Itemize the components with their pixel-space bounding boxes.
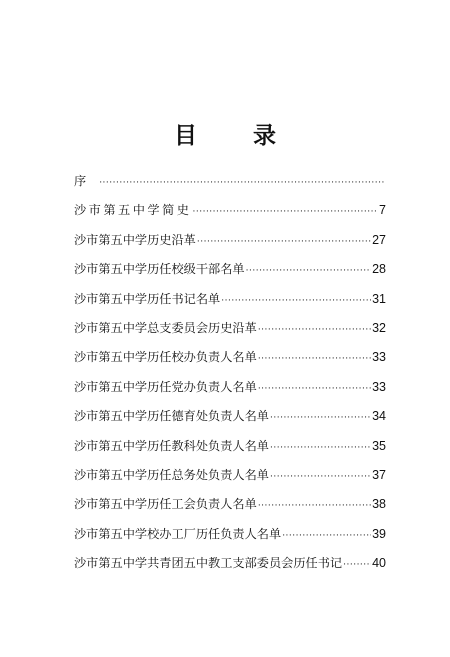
toc-entry-label: 沙市第五中学历任工会负责人名单 bbox=[74, 497, 257, 512]
toc-dot-leader bbox=[246, 260, 371, 282]
toc-page-number: 34 bbox=[372, 409, 386, 424]
toc-page-number: 37 bbox=[372, 467, 386, 482]
toc-entry[interactable] bbox=[74, 523, 386, 552]
toc-dot-leader bbox=[343, 554, 371, 576]
toc-page-number: 31 bbox=[372, 291, 386, 306]
toc-entry[interactable] bbox=[74, 435, 386, 464]
toc-entry-label: 沙市第五中学简史 bbox=[74, 203, 192, 218]
toc-dot-leader bbox=[193, 201, 379, 223]
toc-dot-leader bbox=[221, 290, 371, 312]
toc-entry-label: 沙市第五中学校办工厂历任负责人名单 bbox=[74, 526, 282, 541]
toc-dot-leader bbox=[258, 495, 371, 517]
toc-entry-preface[interactable] bbox=[74, 170, 386, 199]
toc-entry[interactable] bbox=[74, 493, 386, 522]
page-title: 目 录 bbox=[173, 123, 300, 149]
toc-entry-label: 序 bbox=[74, 174, 87, 188]
toc-entry[interactable] bbox=[74, 199, 386, 228]
toc-dot-leader bbox=[258, 378, 371, 400]
toc-dot-leader bbox=[197, 231, 371, 253]
toc-entry[interactable] bbox=[74, 376, 386, 405]
toc-entry[interactable] bbox=[74, 317, 386, 346]
toc-entry-label: 沙市第五中学历任德育处负责人名单 bbox=[74, 409, 269, 424]
toc-page-number: 33 bbox=[372, 379, 386, 394]
toc-page-number: 7 bbox=[379, 203, 386, 218]
toc-dot-leader bbox=[282, 525, 371, 547]
toc-page-number: 33 bbox=[372, 350, 386, 365]
toc-dot-leader bbox=[99, 172, 385, 194]
toc-entry-label: 沙市第五中学历任党办负责人名单 bbox=[74, 379, 257, 394]
toc-entry-label: 沙市第五中学历任校办负责人名单 bbox=[74, 350, 257, 365]
toc-entry-label: 沙市第五中学总支委员会历史沿革 bbox=[74, 320, 257, 335]
toc-page-number: 27 bbox=[372, 232, 386, 247]
toc-page-number: 40 bbox=[372, 556, 386, 571]
toc-entry-label: 沙市第五中学历任教科处负责人名单 bbox=[74, 438, 269, 453]
toc-entry[interactable] bbox=[74, 464, 386, 493]
toc-entry-label: 沙市第五中学历史沿革 bbox=[74, 232, 196, 247]
toc-entry[interactable] bbox=[74, 552, 386, 581]
toc-entry[interactable] bbox=[74, 258, 386, 287]
toc-page-number: 32 bbox=[372, 320, 386, 335]
toc-entry-label: 沙市第五中学共青团五中教工支部委员会历任书记 bbox=[74, 556, 343, 571]
toc-page-number: 39 bbox=[372, 526, 386, 541]
toc-entry-label: 沙市第五中学历任书记名单 bbox=[74, 291, 221, 306]
toc-entry-label: 沙市第五中学历任校级干部名单 bbox=[74, 262, 245, 277]
toc-entry[interactable] bbox=[74, 346, 386, 375]
toc-entry-label: 沙市第五中学历任总务处负责人名单 bbox=[74, 467, 269, 482]
toc-page-number: 35 bbox=[372, 438, 386, 453]
toc-page-number: 38 bbox=[372, 497, 386, 512]
toc-dot-leader bbox=[258, 319, 371, 341]
table-of-contents bbox=[74, 170, 386, 581]
toc-dot-leader bbox=[270, 466, 371, 488]
toc-dot-leader bbox=[258, 348, 371, 370]
toc-entry[interactable] bbox=[74, 288, 386, 317]
toc-page-number: 28 bbox=[372, 262, 386, 277]
toc-dot-leader bbox=[270, 437, 371, 459]
toc-entry[interactable] bbox=[74, 405, 386, 434]
toc-dot-leader bbox=[270, 407, 371, 429]
toc-entry[interactable] bbox=[74, 229, 386, 258]
